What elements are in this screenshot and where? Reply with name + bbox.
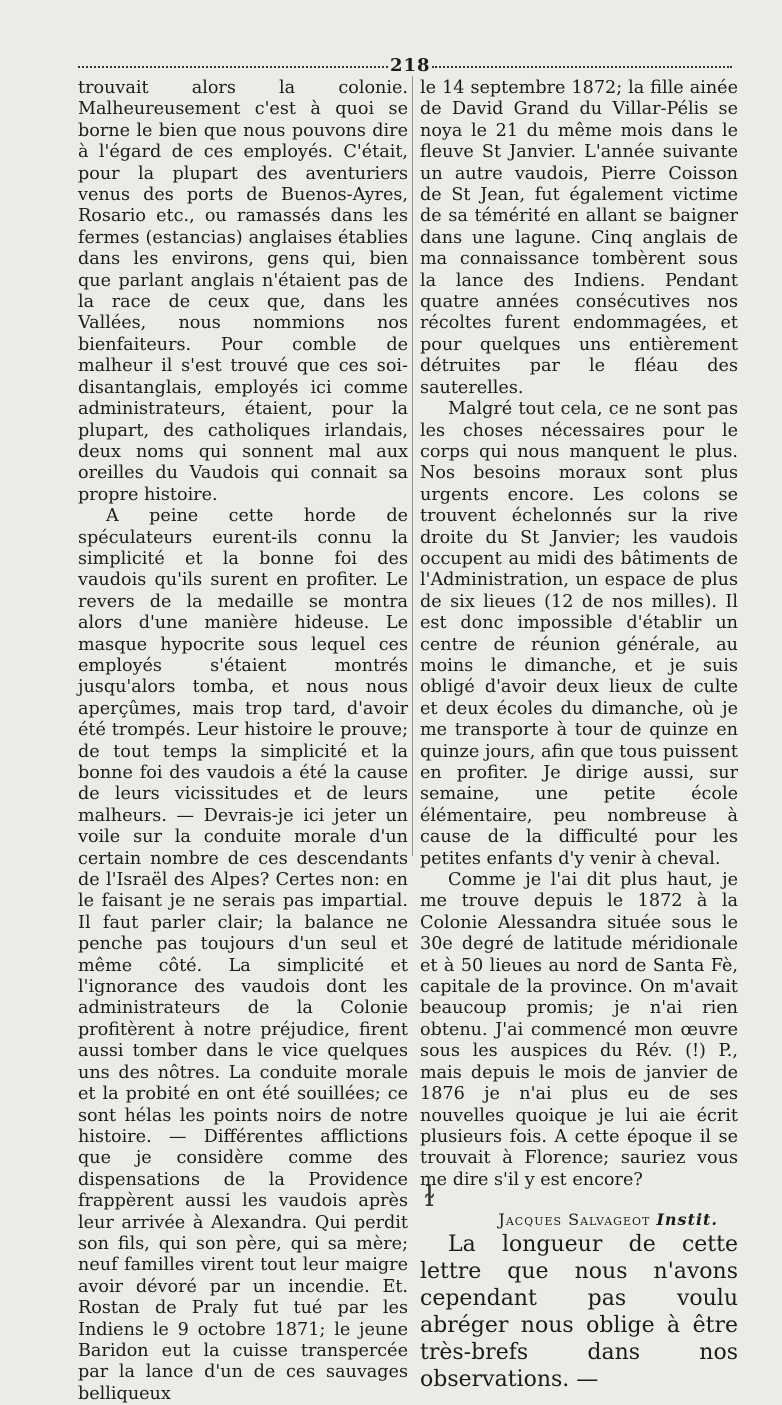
left-paragraph-1: trouvait alors la colonie. Malheureusement c'est à quoi se borne le bien que nous pouvons dire à l'égard de ces employés. C'était, pour la plupart des aventuriers venus des ports de Buenos-Ayres, Rosario etc., ou ramassés dans les fermes (estancias) anglaises établies dans les environs, gens qui, bien que parlant anglais n'étaient pas de la race de ceux que, dans les Vallées, nous nommions nos bienfaiteurs. Pour comble de malheur il s'est trouvé que ces soi-disantanglais, employés ici comme administrateurs, étaient, pour la plupart, des catholiques irlandais, deux noms qui sonnent mal aux oreilles du Vaudois qui connait sa propre histoire. xyxy=(78,78,408,505)
editorial-note: La longueur de cette lettre que nous n'avons cependant pas voulu abréger nous oblige à être très-brefs dans nos observations. — xyxy=(420,1231,738,1392)
right-paragraph-2: Malgré tout cela, ce ne sont pas les choses nécessaires pour le corps qui nous manquent le plus. Nos besoins moraux sont plus urgents encore. Les colons se trouvent échelonnés sur la rive droite du St Janvier; les vaudois occupent au midi des bâtiments de l'Administration, un espace de plus de six lieues (12 de nos milles). Il est donc impossible d'établir un centre de réunion générale, au moins le dimanche, et je suis obligé d'avoir deux lieux de culte et deux écoles du dimanche, où je me transporte à tour de quinze en quinze jours, afin que tous puissent en profiter. Je dirige aussi, sur semaine, une petite école élémentaire, peu nombreuse à cause de la difficulté pour les petites enfants d'y venir à cheval. xyxy=(420,399,738,869)
column-divider xyxy=(412,76,413,856)
header-rule-left xyxy=(78,66,388,68)
right-paragraph-1: le 14 septembre 1872; la fille ainée de David Grand du Villar-Pélis se noya le 21 du même mois dans le fleuve St Janvier. L'année suivante un autre vaudois, Pierre Coisson de St Jean, fut également victime de sa témérité en allant se baigner dans une lagune. Cinq anglais de ma connaissance tombèrent sous la lance des Indiens. Pendant quatre années consécutives nos récoltes furent endommagées, et pour quelques uns entièrement détruites par le fléau des sauterelles. xyxy=(420,78,738,398)
page-number: 218 xyxy=(390,55,431,76)
left-column xyxy=(78,78,408,1405)
signature-name: Jacques Salvageot xyxy=(498,1210,651,1230)
ink-speck: ɫ xyxy=(424,1180,435,1213)
left-paragraph-2: A peine cette horde de spéculateurs eurent-ils connu la simplicité et la bonne foi des vaudois qu'ils surent en profiter. Le revers de la medaille se montra alors d'une manière hideuse. Le masque hypocrite sous lequel ces employés s'étaient montrés jusqu'alors tomba, et nous nous aperçûmes, mais trop tard, d'avoir été trompés. Leur histoire le prouve; de tout temps la simplicité et la bonne foi des vaudois a été la cause de leurs vicissitudes et de leurs malheurs. — Devrais-je ici jeter un voile sur la conduite morale d'un certain nombre de ces descendants de l'Israël des Alpes? Certes non: en le faisant je ne serais pas impartial. Il faut parler clair; la balance ne penche pas toujours d'un seul et même côté. La simplicité et l'ignorance des vaudois dont les administrateurs de la Colonie profitèrent à notre préjudice, firent aussi tomber dans le vice quelques uns des nôtres. La conduite morale et la probité en ont été souillées; ce sont hélas les points noirs de notre histoire. — Différentes afflictions que je considère comme des dispensations de la Providence frappèrent aussi les vaudois après leur arrivée à Alexandra. Qui perdit son fils, qui son père, qui sa mère; neuf familles virent tout leur maigre avoir dévoré par un incendie. Et. Rostan de Praly fut tué par les Indiens le 9 octobre 1871; le jeune Baridon eut la cuisse transpercée par la lance d'un de ces sauvages belliqueux xyxy=(78,506,408,1404)
right-column xyxy=(420,78,738,1393)
right-paragraph-3: Comme je l'ai dit plus haut, je me trouve depuis le 1872 à la Colonie Alessandra située sous le 30e degré de latitude méridionale et à 50 lieues au nord de Santa Fè, capitale de la province. On m'avait beaucoup promis; je n'ai rien obtenu. J'ai commencé mon œuvre sous les auspices du Rév. (!) P., mais depuis le mois de janvier de 1876 je n'ai plus eu de ses nouvelles quoique je lui aie écrit plusieurs fois. A cette époque il se trouvait à Florence; sauriez vous me dire s'il y est encore? xyxy=(420,870,738,1190)
signature xyxy=(420,1209,738,1230)
signature-title: Instit. xyxy=(656,1210,718,1230)
header-rule-right xyxy=(432,66,732,68)
